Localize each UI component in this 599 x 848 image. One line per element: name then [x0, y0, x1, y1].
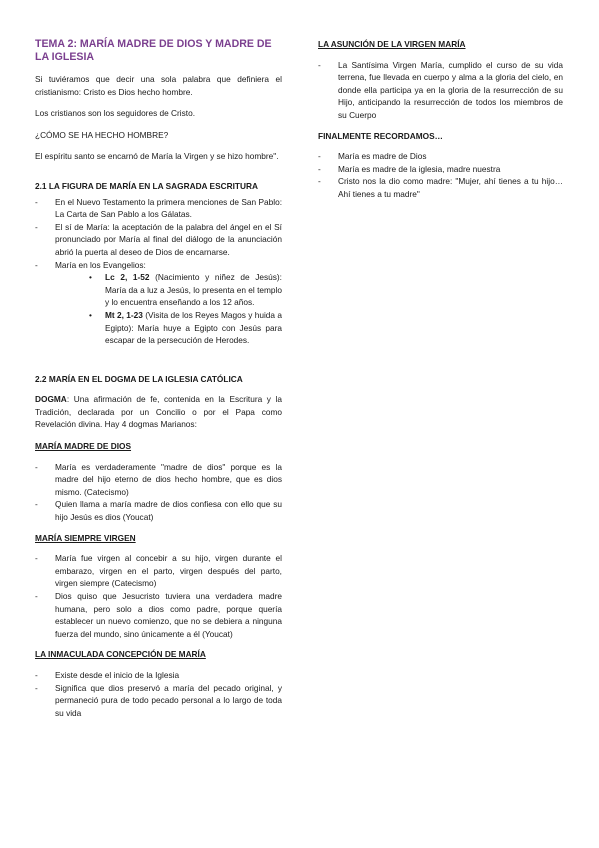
list-item: - María es verdaderamente "madre de dios" porque es la madre del hijo eterno de dios hecho hombre, que es dios mismo. (Catecismo) — [35, 461, 282, 499]
virgen-heading: MARÍA SIEMPRE VIRGEN — [35, 532, 136, 543]
asuncion-heading: LA ASUNCIÓN DE LA VIRGEN MARÍA — [318, 39, 466, 49]
list-item: - Existe desde el inicio de la Iglesia — [35, 669, 282, 682]
right-column — [318, 38, 563, 209]
how-question: ¿CÓMO SE HA HECHO HOMBRE? — [35, 129, 169, 140]
dogma-text: : Una afirmación de fe, contenida en la Escritura y la Tradición, declarada por un Concilio o por el Papa como Revelación divina. Hay 4 dogmas Marianos: — [35, 394, 282, 430]
list-item: - María es madre de la iglesia, madre nuestra — [318, 163, 563, 176]
gospel-ref: Mt 2, 1-23 — [105, 309, 143, 320]
list-item: - Dios quiso que Jesucristo tuviera una verdadera madre humana, pero solo a dios como padre, porque quería establecer un nuevo comienzo, que no se debiera a ninguna fuerza del mundo, sino únicamente a él (Youcat) — [35, 590, 282, 640]
gospel-text: (Nacimiento y niñez de Jesús): María da a luz a Jesús, lo presenta en el templo y lo encuentra enseñando a los 12 años. — [105, 272, 282, 308]
madre-heading: MARÍA MADRE DE DIOS — [35, 441, 132, 452]
virgen-list — [35, 552, 282, 640]
list-item: - Significa que dios preservó a maría del pecado original, y permaneció pura de todo pecado personal a lo largo de toda su vida — [35, 682, 282, 720]
section-2-1-list — [35, 196, 282, 347]
list-item: - Quien llama a maría madre de dios confiesa con ello que su hijo Jesús es dios (Youcat) — [35, 498, 282, 523]
dogma-definition — [35, 393, 282, 431]
intro-paragraph: Los cristianos son los seguidores de Cristo. — [35, 108, 196, 119]
list-item — [35, 259, 282, 347]
gospel-item — [89, 271, 282, 309]
final-heading: FINALMENTE RECORDAMOS… — [318, 130, 443, 141]
how-answer: El espíritu santo se encarnó de María la Virgen y se hizo hombre". — [35, 151, 279, 162]
list-item: - El sí de María: la aceptación de la palabra del ángel en el Sí pronunciado por María al final del diálogo de la anunciación abrió la puerta al deseo de Dios de encarnarse. — [35, 221, 282, 259]
section-2-2-title: 2.2 MARÍA EN EL DOGMA DE LA IGLESIA CATÓLICA — [35, 373, 243, 384]
dogma-label: DOGMA — [35, 394, 67, 405]
left-column — [35, 38, 282, 727]
list-item: - María es madre de Dios — [318, 150, 563, 163]
list-item: - María fue virgen al concebir a su hijo, virgen durante el embarazo, virgen en el parto, virgen después del parto, virgen siempre (Catecismo) — [35, 552, 282, 590]
list-item: - La Santísima Virgen María, cumplido el curso de su vida terrena, fue llevada en cuerpo y alma a la gloria del cielo, en donde ella participa ya en la gloria de la resurrección de su Hijo, anticipando la resurrección de todos los miembros de su Cuerpo — [318, 59, 563, 122]
madre-list — [35, 461, 282, 524]
list-item-text: María en los Evangelios: — [55, 259, 146, 270]
gospel-text: (Visita de los Reyes Magos y huida a Egipto): María huye a Egipto con Jesús para escapar de la persecución de Herodes. — [105, 309, 282, 346]
inmaculada-list — [35, 669, 282, 719]
list-item: - Cristo nos la dio como madre: "Mujer, ahí tienes a tu hijo…Ahí tienes a tu madre" — [318, 175, 563, 200]
asuncion-list — [318, 59, 563, 122]
intro-paragraph: Si tuviéramos que decir una sola palabra que definiera el cristianismo: Cristo es Dios hecho hombre. — [35, 74, 282, 97]
section-2-1-title: 2.1 LA FIGURA DE MARÍA EN LA SAGRADA ESCRITURA — [35, 180, 258, 191]
page-title: TEMA 2: MARÍA MADRE DE DIOS Y MADRE DE LA IGLESIA — [35, 38, 272, 63]
final-list — [318, 150, 563, 200]
gospel-ref: Lc 2, 1-52 — [105, 272, 150, 283]
gospel-item — [89, 309, 282, 347]
list-item: - En el Nuevo Testamento la primera menciones de San Pablo: La Carta de San Pablo a los Gálatas. — [35, 196, 282, 221]
gospels-list — [55, 271, 282, 347]
inmaculada-heading: LA INMACULADA CONCEPCIÓN DE MARÍA — [35, 649, 206, 660]
